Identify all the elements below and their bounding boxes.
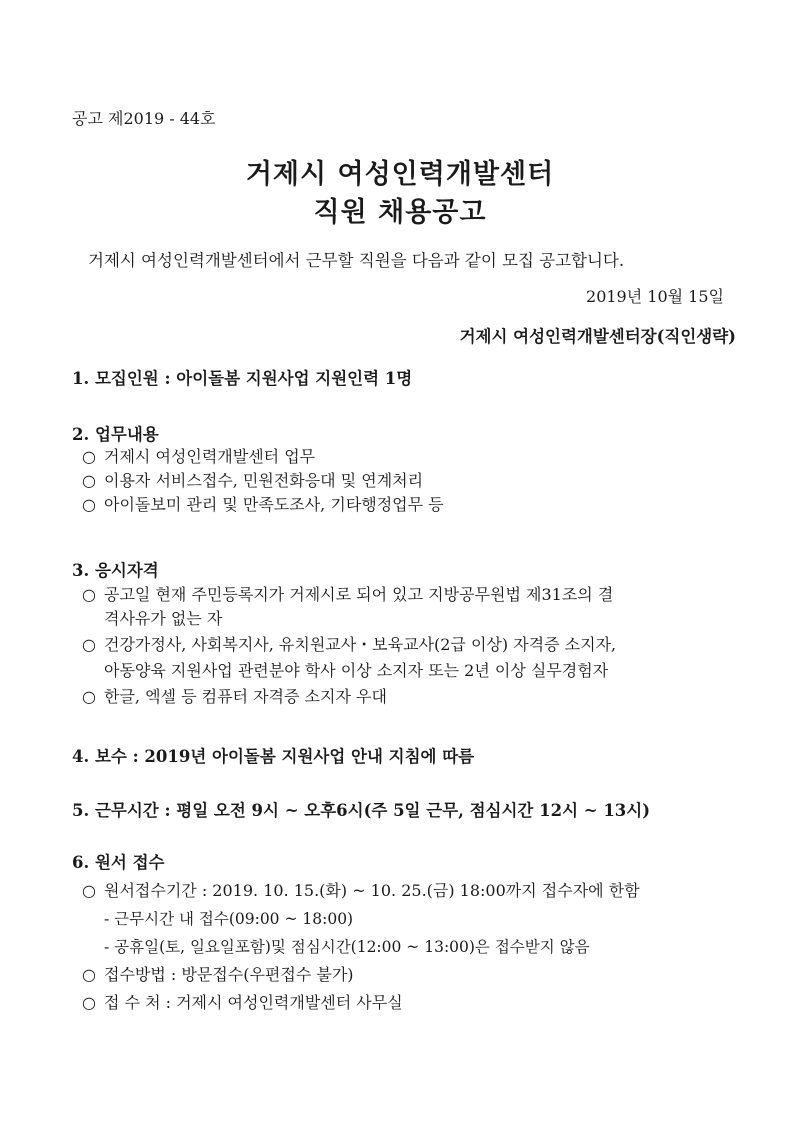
title-notice: 직원 채용공고 [313,197,487,228]
list-item-continuation: 아동양육 지원사업 관련분야 학사 이상 소지자 또는 2년 이상 실무경험자 [104,661,609,680]
bullet-icon: ○ [82,687,96,706]
list-item [82,880,640,902]
bullet-icon: ○ [82,635,96,654]
list-item [82,446,315,468]
list-item [82,494,444,516]
list-item-text: 접수방법 : 방문접수(우편접수 불가) [104,965,354,984]
intro-text: 거제시 여성인력개발센터에서 근무할 직원을 다음과 같이 모집 공고합니다. [88,251,625,270]
list-item-text: 원서접수기간 : 2019. 10. 15.(화) ~ 10. 25.(금) 18:00까지 접수자에 한함 [104,881,640,900]
list-item-text: 접 수 처 : 거제시 여성인력개발센터 사무실 [104,993,403,1012]
list-item [82,470,423,492]
list-item-text: 이용자 서비스접수, 민원전화응대 및 연계처리 [104,471,424,490]
section-5-heading: 5. 근무시간 : 평일 오전 9시 ~ 오후6시(주 5일 근무, 점심시간 12시 ~ 13시) [72,801,651,820]
sub-item: - 근무시간 내 접수(09:00 ~ 18:00) [104,910,354,928]
section-1-heading: 1. 모집인원 : 아이돌봄 지원사업 지원인력 1명 [72,369,413,388]
bullet-icon: ○ [82,447,96,466]
bullet-icon: ○ [82,585,96,604]
sub-item: - 공휴일(토, 일요일포함)및 점심시간(12:00 ~ 13:00)은 접수받지 않음 [104,938,590,956]
list-item [82,584,613,606]
list-item [82,964,354,986]
section-3-heading: 3. 응시자격 [72,561,159,580]
list-item-text: 거제시 여성인력개발센터 업무 [104,447,316,466]
list-item-text: 한글, 엑셀 등 컴퓨터 자격증 소지자 우대 [104,687,387,706]
section-4-heading: 4. 보수 : 2019년 아이돌봄 지원사업 안내 지침에 따름 [72,747,475,766]
issuer: 거제시 여성인력개발센터장(직인생략) [459,327,736,346]
bullet-icon: ○ [82,965,96,984]
bullet-icon: ○ [82,495,96,514]
list-item-text: 건강가정사, 사회복지사, 유치원교사・보육교사(2급 이상) 자격증 소지자, [104,635,617,654]
list-item [82,634,616,656]
title-organization: 거제시 여성인력개발센터 [245,159,555,190]
list-item [82,992,403,1014]
bullet-icon: ○ [82,471,96,490]
section-6-heading: 6. 원서 접수 [72,853,165,872]
list-item-text: 아이돌보미 관리 및 만족도조사, 기타행정업무 등 [104,495,444,514]
section-2-heading: 2. 업무내용 [72,425,159,444]
bullet-icon: ○ [82,881,96,900]
list-item-continuation: 격사유가 없는 자 [104,609,223,628]
list-item-text: 공고일 현재 주민등록지가 거제시로 되어 있고 지방공무원법 제31조의 결 [104,585,614,604]
bullet-icon: ○ [82,993,96,1012]
notice-date: 2019년 10월 15일 [586,287,724,306]
notice-number: 공고 제2019 - 44호 [72,109,216,128]
list-item [82,686,387,708]
